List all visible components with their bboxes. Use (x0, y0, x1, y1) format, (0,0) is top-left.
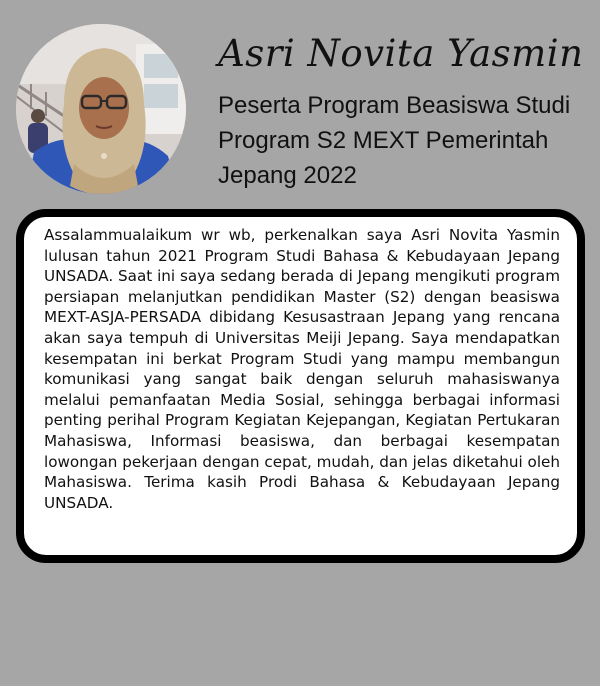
program-title: Peserta Program Beasiswa Studi Program S2 MEXT Pemerintah Jepang 2022 (218, 92, 571, 189)
testimonial-card (16, 209, 585, 563)
person-name: Asri Novita Yasmin (218, 32, 584, 75)
profile-photo (16, 24, 186, 194)
testimonial-text: Assalammualaikum wr wb, perkenalkan saya Asri Novita Yasmin lulusan tahun 2021 Program Studi Bahasa & Kebudayaan Jepang UNSADA. Saat ini saya sedang berada di Jepang mengikuti program persiapan melanjutkan pendidikan Master (S2) dengan beasiswa MEXT-ASJA-PERSADA dibidang Kesusastraan Jepang yang rencana akan saya tempuh di Universitas Meiji Jepang. Saya mendapatkan kesempatan ini berkat Program Studi yang mampu membangun komunikasi yang sangat baik dengan seluruh mahasiswanya melalui pemanfaatan Media Sosial, sehingga berbagai informasi penting perihal Program Kegiatan Kejepangan, Kegiatan Pertukaran Mahasiswa, Informasi beasiswa, dan berbagai kesempatan lowongan pekerjaan dengan cepat, mudah, dan jelas diketahui oleh Mahasiswa. Terima kasih Prodi Bahasa & Kebudayaan Jepang UNSADA. (44, 226, 561, 512)
